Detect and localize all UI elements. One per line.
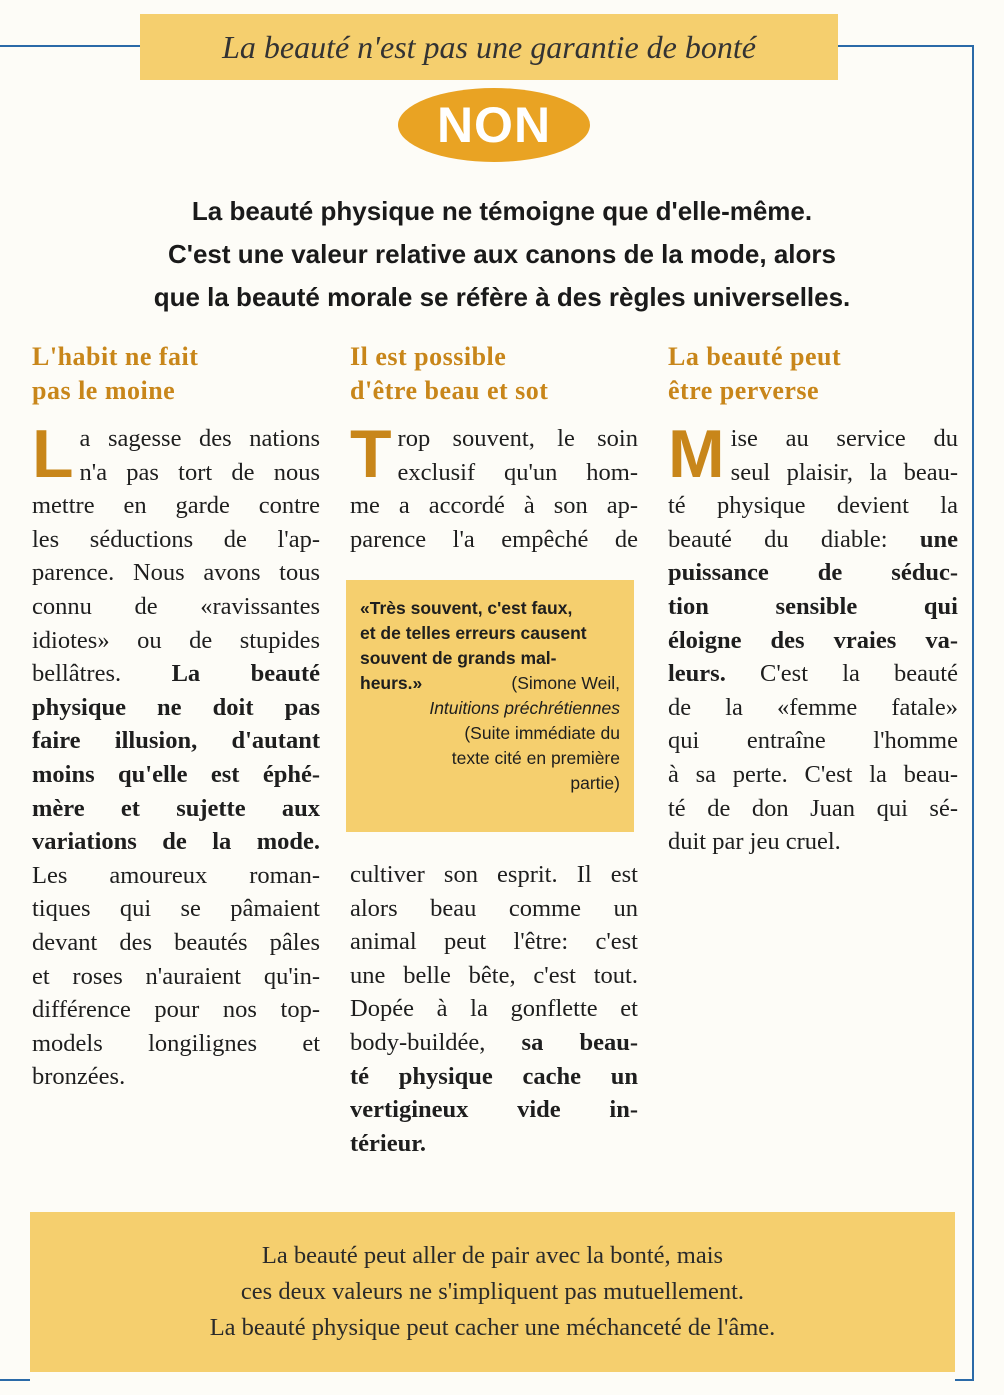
- text-line: ise au service du: [730, 425, 958, 452]
- text-fragment: C'est la beauté: [760, 660, 958, 688]
- column-body-bottom: [350, 858, 638, 1160]
- text-line: té physique devient la: [668, 492, 958, 520]
- text-line: une belle bête, c'est tout.: [350, 961, 638, 989]
- text-line: parence l'a empêché de: [350, 525, 638, 553]
- text-line: n'a pas tort de nous: [79, 458, 320, 486]
- page-title: La beauté n'est pas une garantie de bonté: [222, 28, 756, 65]
- lead-paragraph: [40, 190, 964, 319]
- conclusion-line: ces deux valeurs ne s'impliquent pas mutuellement.: [240, 1278, 745, 1305]
- quote-note: texte cité en première: [451, 748, 620, 768]
- text-line-bold: variations de la mode.: [32, 828, 320, 856]
- text-line-bold: té physique cache un: [350, 1062, 638, 1090]
- text-line-bold: térieur.: [350, 1129, 426, 1157]
- column-body: [668, 416, 958, 859]
- text-line: seul plaisir, la beau-: [730, 458, 958, 486]
- title-banner: [140, 14, 838, 80]
- quote-line: «Très souvent, c'est faux,: [360, 598, 573, 618]
- non-badge: [398, 88, 590, 162]
- text-line: les séductions de l'ap-: [32, 525, 320, 553]
- column-body-top: [350, 416, 638, 556]
- heading-line: L'habit ne fait: [32, 342, 199, 371]
- column-heading: [668, 340, 958, 408]
- heading-line: pas le moine: [32, 376, 176, 405]
- text-line-bold: vertigineux vide in-: [350, 1096, 638, 1124]
- text-line: différence pour nos top-: [32, 996, 320, 1024]
- text-line: duit par jeu cruel.: [668, 828, 841, 856]
- column-heading: [32, 340, 320, 408]
- quote-note: (Suite immédiate du: [464, 723, 620, 743]
- text-line: [350, 1026, 638, 1060]
- heading-line: être perverse: [668, 376, 820, 405]
- text-fragment: beauté du diable:: [668, 525, 888, 553]
- quote-author: (Simone Weil,: [511, 673, 620, 693]
- conclusion-line: La beauté peut aller de pair avec la bonté, mais: [261, 1242, 724, 1269]
- text-line: qui entraîne l'homme: [668, 727, 958, 755]
- text-line: rop souvent, le soin: [397, 425, 638, 452]
- frame-line-top-left: [0, 45, 140, 47]
- quote-line: heurs.»: [360, 673, 423, 693]
- bold-fragment: sa beau-: [521, 1028, 638, 1056]
- text-fragment: body-buildée,: [350, 1028, 486, 1056]
- quote-box: [346, 580, 634, 832]
- lead-line: C'est une valeur relative aux canons de la mode, alors: [167, 239, 836, 269]
- heading-line: Il est possible: [350, 342, 507, 371]
- text-line-bold: puissance de séduc-: [668, 559, 958, 587]
- column-body: [32, 416, 320, 1094]
- text-line: cultiver son esprit. Il est: [350, 861, 638, 888]
- column-heading: [350, 340, 638, 408]
- lead-line: La beauté physique ne témoigne que d'elle-même.: [191, 196, 813, 226]
- dropcap: T: [350, 416, 392, 492]
- text-line: tiques qui se pâmaient: [32, 895, 320, 923]
- column-perverse: [668, 340, 958, 859]
- text-line: Les amoureux roman-: [32, 861, 320, 889]
- bold-fragment: La beauté: [171, 660, 320, 688]
- text-line: de la «femme fatale»: [668, 693, 958, 721]
- text-line: connu de «ravissantes: [32, 592, 320, 620]
- frame-line-bottom-right: [955, 1379, 974, 1381]
- bold-fragment: une: [919, 525, 958, 553]
- text-line: devant des beautés pâles: [32, 928, 320, 956]
- conclusion-line: La beauté physique peut cacher une méchanceté de l'âme.: [209, 1314, 776, 1341]
- text-line-bold: mère et sujette aux: [32, 794, 320, 822]
- column-habit: [32, 340, 320, 1094]
- quote-note: partie): [570, 773, 620, 793]
- conclusion-box: [30, 1212, 955, 1372]
- heading-line: La beauté peut: [668, 342, 842, 371]
- text-line: animal peut l'être: c'est: [350, 928, 638, 956]
- dropcap: M: [668, 416, 725, 492]
- text-line: et roses n'auraient qu'in-: [32, 962, 320, 990]
- text-fragment: bellâtres.: [32, 660, 122, 688]
- heading-line: d'être beau et sot: [350, 376, 549, 405]
- column-beau-sot: [350, 340, 638, 556]
- text-line: Dopée à la gonflette et: [350, 995, 638, 1023]
- text-line: mettre en garde contre: [32, 492, 320, 520]
- text-line: me a accordé à son ap-: [350, 492, 638, 520]
- frame-line-bottom-left: [0, 1379, 30, 1381]
- text-line: a sagesse des nations: [79, 425, 320, 452]
- text-line: exclusif qu'un hom-: [397, 458, 638, 486]
- text-line: à sa perte. C'est la beau-: [668, 760, 958, 788]
- text-line-bold: moins qu'elle est éphé-: [32, 760, 320, 788]
- text-line: bronzées.: [32, 1063, 126, 1091]
- text-line-bold: physique ne doit pas: [32, 693, 320, 721]
- frame-line-right: [972, 45, 974, 1381]
- bold-fragment: leurs.: [668, 660, 726, 688]
- text-line: models longilignes et: [32, 1029, 320, 1057]
- lead-line: que la beauté morale se réfère à des règles universelles.: [153, 282, 851, 312]
- text-line: [668, 523, 958, 557]
- quote-line: et de telles erreurs causent: [360, 623, 587, 643]
- badge-label: NON: [436, 97, 552, 153]
- quote-book: Intuitions préchrétiennes: [429, 698, 620, 718]
- text-line: té de don Juan qui sé-: [668, 794, 958, 822]
- text-line-bold: tion sensible qui: [668, 592, 958, 620]
- text-line: alors beau comme un: [350, 894, 638, 922]
- text-line: idiotes» ou de stupides: [32, 626, 320, 654]
- quote-line: souvent de grands mal-: [360, 648, 557, 668]
- frame-line-top-right: [838, 45, 974, 47]
- text-line-bold: éloigne des vraies va-: [668, 626, 958, 654]
- text-line-bold: faire illusion, d'autant: [32, 727, 320, 755]
- dropcap: L: [32, 416, 74, 492]
- text-line: [668, 657, 958, 691]
- text-line: [32, 657, 320, 691]
- text-line: parence. Nous avons tous: [32, 559, 320, 587]
